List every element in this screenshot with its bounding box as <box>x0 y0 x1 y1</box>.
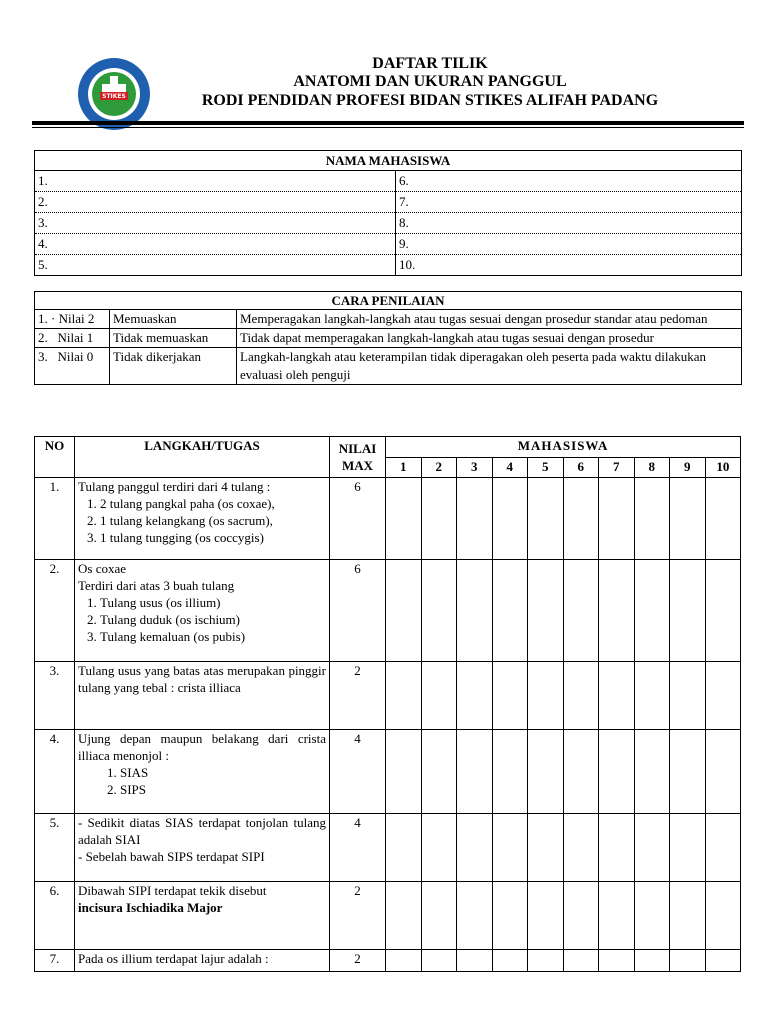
score-cell[interactable] <box>670 478 706 560</box>
task-item: 1. SIAS <box>120 764 326 781</box>
student-number: 1 <box>386 458 422 478</box>
score-cell[interactable] <box>705 560 741 662</box>
row-number: 2. <box>35 560 75 662</box>
name-field[interactable]: 6. <box>396 171 742 192</box>
score-cell[interactable] <box>670 950 706 972</box>
row-number: 1. <box>35 478 75 560</box>
score-cell[interactable] <box>634 882 670 950</box>
score-cell[interactable] <box>457 730 493 814</box>
task-item: 3. 1 tulang tungging (os coccygis) <box>100 529 326 546</box>
score-cell[interactable] <box>492 950 528 972</box>
task-cell <box>75 814 330 882</box>
score-cell[interactable] <box>492 560 528 662</box>
task-cell <box>75 730 330 814</box>
name-field[interactable]: 1. <box>35 171 396 192</box>
score-cell[interactable] <box>457 814 493 882</box>
score-cell[interactable] <box>670 560 706 662</box>
score-cell[interactable] <box>457 882 493 950</box>
grading-label: Tidak dikerjakan <box>110 348 237 385</box>
student-number: 2 <box>421 458 457 478</box>
score-cell[interactable] <box>457 950 493 972</box>
score-cell[interactable] <box>421 662 457 730</box>
score-cell[interactable] <box>599 560 635 662</box>
name-field[interactable]: 5. <box>35 255 396 276</box>
grading-desc: Langkah-langkah atau keterampilan tidak diperagakan oleh peserta pada waktu dilakukan evaluasi oleh penguji <box>237 348 742 385</box>
task-item: 3. Tulang kemaluan (os pubis) <box>100 628 326 645</box>
grading-row <box>35 348 742 385</box>
score-cell[interactable] <box>386 730 422 814</box>
grading-score: 3. Nilai 0 <box>35 348 110 385</box>
row-number: 3. <box>35 662 75 730</box>
col-no-header: NO <box>35 437 75 478</box>
task-term: incisura Ischiadika Major <box>78 900 223 915</box>
score-cell[interactable] <box>386 662 422 730</box>
score-cell[interactable] <box>457 662 493 730</box>
score-cell[interactable] <box>421 882 457 950</box>
score-cell[interactable] <box>563 662 599 730</box>
score-cell[interactable] <box>599 662 635 730</box>
grading-desc: Memperagakan langkah-langkah atau tugas sesuai dengan prosedur standar atau pedoman <box>237 310 742 329</box>
row-number: 4. <box>35 730 75 814</box>
grading-row <box>35 310 742 329</box>
grading-label: Tidak memuaskan <box>110 329 237 348</box>
score-cell[interactable] <box>421 950 457 972</box>
names-heading: NAMA MAHASISWA <box>35 151 742 171</box>
checklist-row <box>35 560 741 662</box>
task-text: Os coxae <box>78 561 127 576</box>
score-cell[interactable] <box>634 814 670 882</box>
score-cell[interactable] <box>670 730 706 814</box>
grading-heading: CARA PENILAIAN <box>35 292 742 310</box>
max-score: 4 <box>330 814 386 882</box>
task-text: Pada os illium terdapat lajur adalah : <box>75 950 330 972</box>
col-max-header: NILAI MAX <box>330 437 386 478</box>
score-cell[interactable] <box>528 478 564 560</box>
score-cell[interactable] <box>492 882 528 950</box>
doc-institution: RODI PENDIDAN PROFESI BIDAN STIKES ALIFAH PADANG <box>201 92 659 109</box>
score-cell[interactable] <box>386 882 422 950</box>
score-cell[interactable] <box>528 882 564 950</box>
score-cell[interactable] <box>386 478 422 560</box>
checklist-row <box>35 950 741 972</box>
checklist-row <box>35 730 741 814</box>
name-field[interactable]: 2. <box>35 192 396 213</box>
grading-score: 1. · Nilai 2 <box>35 310 110 329</box>
task-text: Dibawah SIPI terdapat tekik disebut <box>78 883 267 898</box>
score-cell[interactable] <box>421 730 457 814</box>
score-cell[interactable] <box>386 950 422 972</box>
score-cell[interactable] <box>634 730 670 814</box>
student-number: 5 <box>528 458 564 478</box>
student-number: 6 <box>563 458 599 478</box>
score-cell[interactable] <box>634 950 670 972</box>
score-cell[interactable] <box>528 730 564 814</box>
max-score: 6 <box>330 560 386 662</box>
name-field[interactable]: 3. <box>35 213 396 234</box>
task-text: Terdiri dari atas 3 buah tulang <box>78 578 235 593</box>
grading-criteria-table <box>34 291 742 385</box>
score-cell[interactable] <box>705 814 741 882</box>
checklist-row <box>35 478 741 560</box>
name-field[interactable]: 10. <box>396 255 742 276</box>
task-item: 1. 2 tulang pangkal paha (os coxae), <box>100 495 326 512</box>
score-cell[interactable] <box>528 662 564 730</box>
max-score: 2 <box>330 662 386 730</box>
task-cell <box>75 478 330 560</box>
task-cell <box>75 560 330 662</box>
score-cell[interactable] <box>705 730 741 814</box>
max-score: 4 <box>330 730 386 814</box>
score-cell[interactable] <box>492 478 528 560</box>
score-cell[interactable] <box>599 814 635 882</box>
score-cell[interactable] <box>634 662 670 730</box>
header-rule-thin <box>32 127 744 128</box>
score-cell[interactable] <box>634 478 670 560</box>
row-number: 7. <box>35 950 75 972</box>
score-cell[interactable] <box>563 950 599 972</box>
task-text: Tulang panggul terdiri dari 4 tulang : <box>78 479 271 494</box>
student-number: 3 <box>457 458 493 478</box>
task-item: 2. SIPS <box>120 781 326 798</box>
score-cell[interactable] <box>563 560 599 662</box>
score-cell[interactable] <box>492 662 528 730</box>
score-cell[interactable] <box>670 662 706 730</box>
score-cell[interactable] <box>457 478 493 560</box>
row-number: 5. <box>35 814 75 882</box>
student-names-table <box>34 150 742 276</box>
checklist-row <box>35 662 741 730</box>
task-item: 2. 1 tulang kelangkang (os sacrum), <box>100 512 326 529</box>
score-cell[interactable] <box>492 730 528 814</box>
score-cell[interactable] <box>563 730 599 814</box>
grading-label: Memuaskan <box>110 310 237 329</box>
col-students-header: MAHASISWA <box>386 437 741 458</box>
task-item: 1. Tulang usus (os illium) <box>100 594 326 611</box>
task-item: 2. Tulang duduk (os ischium) <box>100 611 326 628</box>
score-cell[interactable] <box>528 814 564 882</box>
name-field[interactable]: 7. <box>396 192 742 213</box>
max-score: 2 <box>330 950 386 972</box>
checklist-row <box>35 882 741 950</box>
score-cell[interactable] <box>563 814 599 882</box>
task-text: Tulang usus yang batas atas merupakan pinggir tulang yang tebal : crista illiaca <box>75 662 330 730</box>
score-cell[interactable] <box>421 560 457 662</box>
score-cell[interactable] <box>386 560 422 662</box>
task-text: Ujung depan maupun belakang dari crista illiaca menonjol : <box>78 731 326 763</box>
score-cell[interactable] <box>386 814 422 882</box>
col-task-header: LANGKAH/TUGAS <box>75 437 330 478</box>
score-cell[interactable] <box>705 662 741 730</box>
checklist-table <box>34 436 741 972</box>
doc-subtitle: ANATOMI DAN UKURAN PANGGUL <box>293 73 567 90</box>
row-number: 6. <box>35 882 75 950</box>
score-cell[interactable] <box>457 560 493 662</box>
score-cell[interactable] <box>705 882 741 950</box>
task-cell <box>75 882 330 950</box>
score-cell[interactable] <box>670 882 706 950</box>
score-cell[interactable] <box>421 814 457 882</box>
score-cell[interactable] <box>670 814 706 882</box>
score-cell[interactable] <box>528 560 564 662</box>
score-cell[interactable] <box>634 560 670 662</box>
score-cell[interactable] <box>421 478 457 560</box>
score-cell[interactable] <box>599 950 635 972</box>
score-cell[interactable] <box>563 478 599 560</box>
grading-row <box>35 329 742 348</box>
svg-text:STIKES: STIKES <box>102 93 126 100</box>
name-field[interactable]: 4. <box>35 234 396 255</box>
checklist-row <box>35 814 741 882</box>
student-number: 9 <box>670 458 706 478</box>
doc-title: DAFTAR TILIK <box>372 55 488 72</box>
student-number: 7 <box>599 458 635 478</box>
score-cell[interactable] <box>492 814 528 882</box>
score-cell[interactable] <box>599 478 635 560</box>
grading-desc: Tidak dapat memperagakan langkah-langkah atau tugas sesuai dengan prosedur <box>237 329 742 348</box>
max-score: 2 <box>330 882 386 950</box>
name-field[interactable]: 9. <box>396 234 742 255</box>
score-cell[interactable] <box>599 882 635 950</box>
score-cell[interactable] <box>563 882 599 950</box>
task-text: - Sedikit diatas SIAS terdapat tonjolan tulang adalah SIAI <box>78 815 326 847</box>
score-cell[interactable] <box>528 950 564 972</box>
student-number: 10 <box>705 458 741 478</box>
task-text: - Sebelah bawah SIPS terdapat SIPI <box>78 849 265 864</box>
score-cell[interactable] <box>705 478 741 560</box>
name-field[interactable]: 8. <box>396 213 742 234</box>
grading-score: 2. Nilai 1 <box>35 329 110 348</box>
score-cell[interactable] <box>705 950 741 972</box>
header-rule-thick <box>32 121 744 125</box>
student-number: 4 <box>492 458 528 478</box>
score-cell[interactable] <box>599 730 635 814</box>
student-number: 8 <box>634 458 670 478</box>
max-score: 6 <box>330 478 386 560</box>
